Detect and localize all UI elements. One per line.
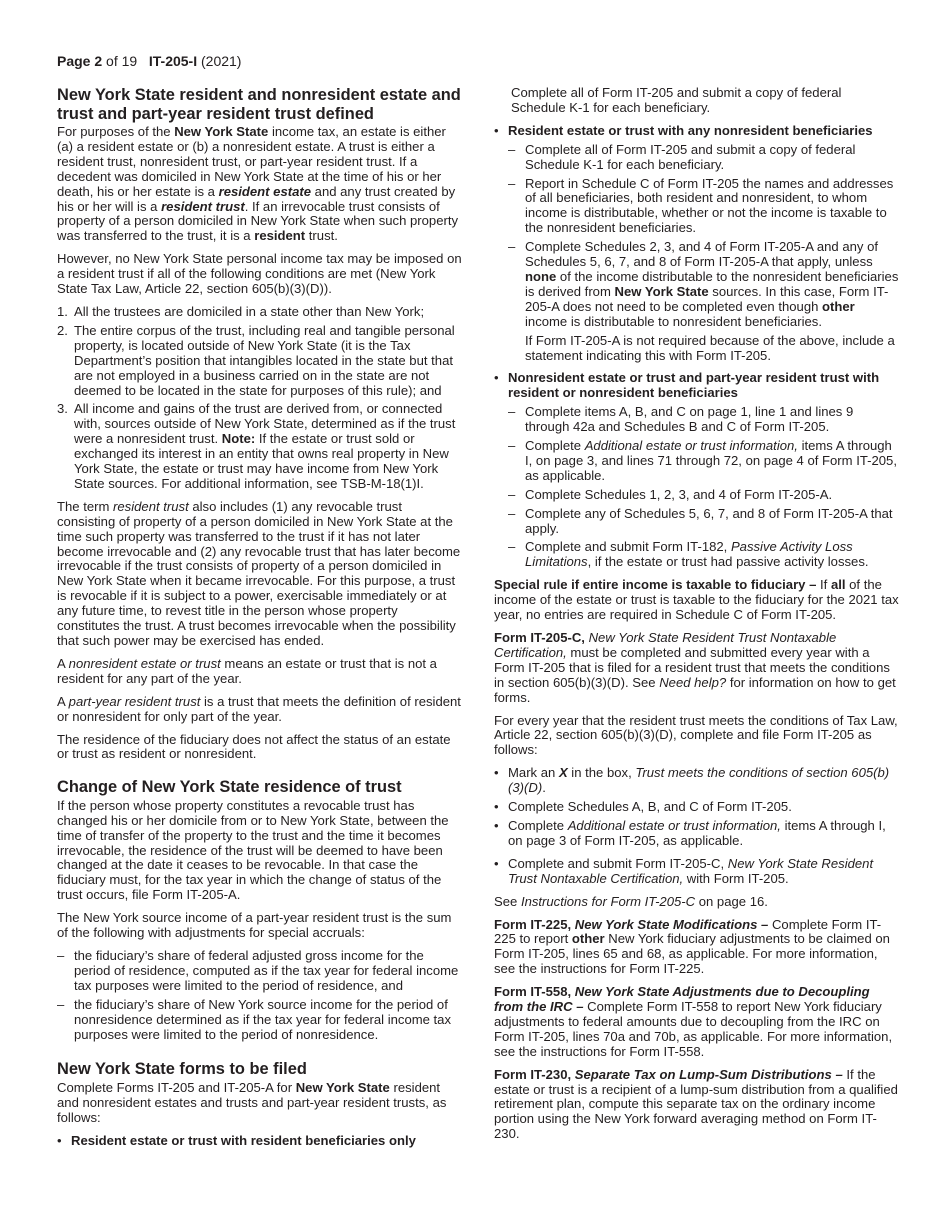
paragraph-fiduciary-residence: The residence of the fiduciary does not affect the status of an estate or trust as resident or nonresident. [57, 731, 451, 762]
heading-resident-defined: New York State resident and nonresident estate and trust and part-year resident trust defined [57, 86, 461, 123]
bullet-mark-x: • Mark an X in the box, Trust meets the conditions of section 605(b)(3)(D). [494, 765, 890, 796]
form-number: IT-205-I [148, 53, 198, 69]
bullet-nonresident-beneficiaries: • Resident estate or trust with any nonresident beneficiaries [494, 122, 873, 138]
dash-item: – Complete items A, B, and C on page 1, line 1 and lines 9 through 42a and Schedules B and C of Form IT-205. [508, 404, 854, 435]
dash-item: – Complete Schedules 2, 3, and 4 of Form IT-205-A and any of Schedules 5, 6, 7, and 8 of Form IT-205-A that apply, unless none of the income distributable to the nonresident beneficiaries is derived from New York State sources. In this case, Form IT-205-A does not need to be completed even though other income is distributable to nonresident beneficiaries. [508, 239, 899, 329]
dash-item: – Complete Additional estate or trust information, items A through I, on page 3, and lines 71 through 72, on page 4 of Form IT-205, as applicable. [508, 438, 897, 483]
paragraph-every-year: For every year that the resident trust meets the conditions of Tax Law, Article 22, section 605(b)(3)(D), complete and file Form IT-205 as follows: [494, 712, 898, 758]
paragraph-resident-trust-term: The term resident trust also includes (1) any revocable trust consisting of property of a person domiciled in New York State at the time such property was transferred to the trust if it has not later become irrevocable and (2) any revocable trust that has later become irrevocable if the trust consists of property of a person domiciled in New York State when it became irrevocable. For this purpose, a trust is revocable if it is subject to a power, exercisable immediately or at any future time, to revest title in the person whose property constitutes the trust. A trust becomes irrevocable when the possibility that such power may be exercised has ended. [57, 498, 461, 648]
heading-forms-filed: New York State forms to be filed [57, 1060, 307, 1079]
paragraph-form-it225: Form IT-225, New York State Modifications – Complete Form IT-225 to report other New York fiduciary adjustments to be claimed on Form IT-205, lines 65 and 68, as applicable. For more information, see the instructions for Form IT-225. [494, 916, 890, 977]
paragraph-form-it230: Form IT-230, Separate Tax on Lump-Sum Distributions – If the estate or trust is a recipient of a lump-sum distribution from a qualified retirement plan, compute this separate tax on the ordinary income portion using the New York forward averaging method on Form IT-230. [494, 1066, 898, 1142]
dash-item: – Report in Schedule C of Form IT-205 the names and addresses of all beneficiaries, both resident and nonresident, to whom income is distributable, whether or not the income is taxable to the nonresident beneficiaries. [508, 175, 894, 236]
dash-item: – Complete any of Schedules 5, 6, 7, and 8 of Form IT-205-A that apply. [508, 505, 893, 536]
dash-item-residence: – the fiduciary’s share of federal adjusted gross income for the period of residence, computed as if the tax year for federal income tax purposes were limited to the period of residence, and [57, 948, 459, 993]
paragraph-nonresident: A nonresident estate or trust means an estate or trust that is not a resident for any part of the year. [57, 655, 437, 686]
page-word: Page [57, 53, 91, 69]
dash-item: – Complete and submit Form IT-182, Passive Activity Loss Limitations, if the estate or trust had passive activity losses. [508, 539, 869, 570]
page-header [57, 54, 241, 69]
heading-change-residence: Change of New York State residence of trust [57, 778, 402, 797]
paragraph-forms-filed: Complete Forms IT-205 and IT-205-A for New York State resident and nonresident estates and trusts and part-year resident trusts, as follows: [57, 1079, 447, 1125]
paragraph-form-it558: Form IT-558, New York State Adjustments due to Decoupling from the IRC – Complete Form IT-558 to report New York fiduciary adjustments to federal amounts due to decoupling from the IRC on Form IT-205, lines 70a and 70b, as applicable. For more information, see the instructions for Form IT-558. [494, 984, 893, 1059]
bullet-submit-it205c: • Complete and submit Form IT-205-C, New York State Resident Trust Nontaxable Certification, with Form IT-205. [494, 855, 874, 886]
paragraph-part-year: A part-year resident trust is a trust that meets the definition of resident or nonresident for only part of the year. [57, 693, 461, 724]
paragraph-see-instructions: See Instructions for Form IT-205-C on page 16. [494, 893, 768, 909]
condition-item-3: 3. All income and gains of the trust are derived from, or connected with, sources outside of New York State, determined as if the trust were a nonresident trust. Note: If the estate or trust sold or exchanged its interest in an entity that owns real property in New York State, the estate or trust may have income from New York State sources. For additional information, see TSB-M-18(1)I. [57, 401, 456, 491]
page-total: of 19 [106, 53, 138, 69]
bullet-nonresident-estate: • Nonresident estate or trust and part-year resident trust with resident or nonresident beneficiaries [494, 370, 880, 401]
left-column [57, 86, 462, 1153]
bullet-additional-info: • Complete Additional estate or trust information, items A through I, on page 3 of Form IT-205, as applicable. [494, 817, 886, 848]
right-column [494, 86, 899, 1150]
paragraph-complete-all: Complete all of Form IT-205 and submit a copy of federal Schedule K-1 for each beneficiary. [511, 85, 842, 115]
bullet-resident-beneficiaries: • Resident estate or trust with resident beneficiaries only [57, 1132, 416, 1148]
paragraph-form-it205c: Form IT-205-C, New York State Resident Trust Nontaxable Certification, must be completed and submitted every year with a Form IT-205 that is filed for a resident trust that meets the conditions in section 605(b)(3)(D). See Need help? for information on how to get forms. [494, 630, 896, 705]
bullet-schedules-abc: • Complete Schedules A, B, and C of Form IT-205. [494, 799, 792, 815]
dash-item: – Complete Schedules 1, 2, 3, and 4 of Form IT-205-A. [508, 486, 833, 502]
paragraph-source-income: The New York source income of a part-year resident trust is the sum of the following with adjustments for special accruals: [57, 910, 452, 941]
form-year: (2021) [201, 53, 242, 69]
condition-item-1: 1. All the trustees are domiciled in a state other than New York; [57, 303, 425, 319]
paragraph-conditions: However, no New York State personal income tax may be imposed on a resident trust if all of the following conditions are met (New York State Tax Law, Article 22, section 605(b)(3)(D)). [57, 251, 462, 297]
paragraph-statement: If Form IT-205-A is not required because of the above, include a statement indicating this with Form IT-205. [525, 332, 895, 363]
paragraph-change-residence: If the person whose property constitutes a revocable trust has changed his or her domicile from or to New York State, between the time of transfer of the property to the trust and the time it becomes irrevocable, the residence of the trust will be deemed to have been changed at the date it ceases to be revocable. In that case the fiduciary must, for the tax year in which the change of status of the trust occurs, file Form IT-205-A. [57, 797, 449, 903]
page-number: 2 [94, 53, 103, 69]
paragraph-definitions: For purposes of the New York State income tax, an estate is either (a) a resident estate or (b) a nonresident estate. A trust is either a resident trust, nonresident trust, or part-year resident trust. If a decedent was domiciled in New York State at the time of his or her death, his or her estate is a resident estate and any trust created by his or her will is a resident trust. If an irrevocable trust consists of property of a person domiciled in New York State when such property was transferred to the trust, it is a resident trust. [57, 124, 459, 244]
dash-item: – Complete all of Form IT-205 and submit a copy of federal Schedule K-1 for each beneficiary. [508, 141, 856, 172]
paragraph-special-rule: Special rule if entire income is taxable to fiduciary – If all of the income of the estate or trust is taxable to the fiduciary for the 2021 tax year, no entries are required in Schedule C of Form IT-205. [494, 577, 899, 623]
dash-item-nonresidence: – the fiduciary’s share of New York source income for the period of nonresidence determined as if the tax year for federal income tax purposes were limited to the period of nonresidence. [57, 996, 452, 1042]
condition-item-2: 2. The entire corpus of the trust, including real and tangible personal property, is located outside of New York State (it is the Tax Department’s position that intangibles located in the state but that are not employed in a business carried on in the state are not deemed to be located in the state for purposes of this rule); and [57, 322, 455, 398]
